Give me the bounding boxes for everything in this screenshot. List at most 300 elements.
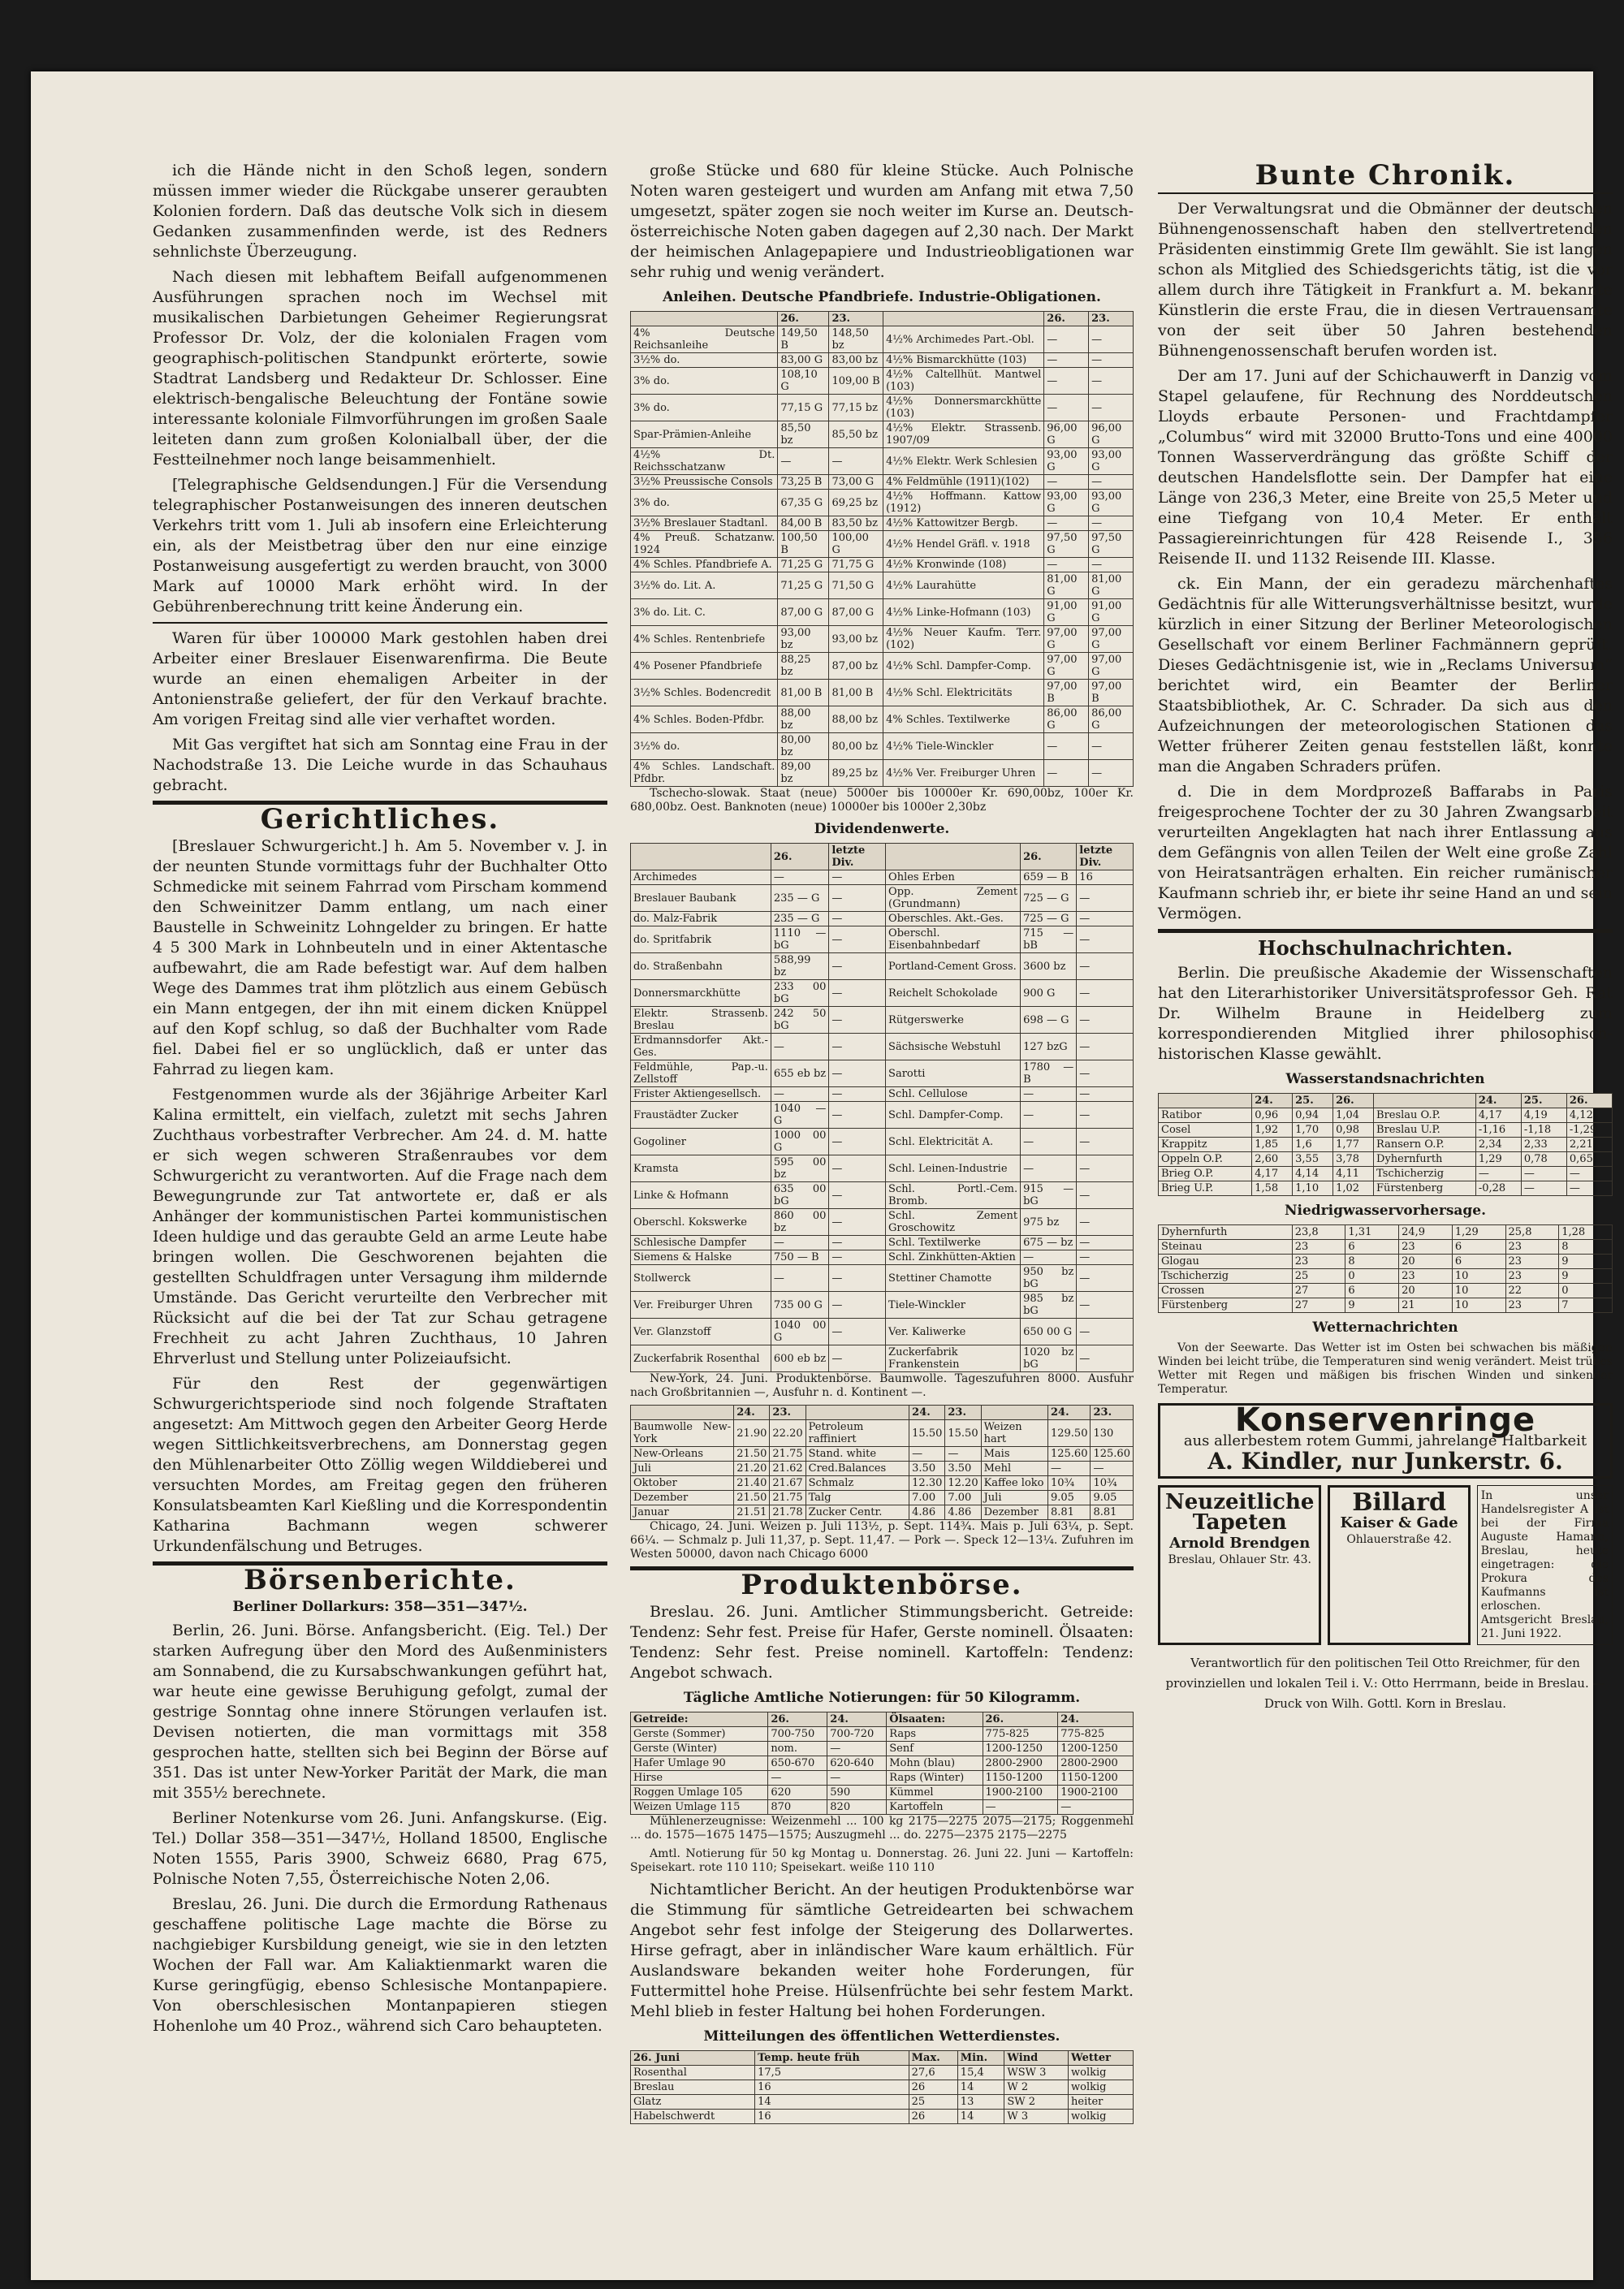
table-cell: Glogau (1159, 1255, 1293, 1269)
table-cell: — (829, 953, 886, 980)
table-cell: Schmalz (806, 1476, 909, 1491)
table-cell: 10¾ (1047, 1476, 1091, 1491)
table-cell: 3% do. (631, 368, 778, 395)
table-cell: 69,25 bz (829, 490, 883, 516)
table-cell: 8.81 (1047, 1505, 1091, 1520)
table-header-cell: 26. Juni (631, 2051, 755, 2066)
table-row (631, 475, 1134, 490)
article-gas: Mit Gas vergiftet hat sich am Sonntag eine Frau in der Nachodstraße 13. Die Leiche wurde in das Schauhaus gebracht. (153, 736, 607, 794)
table-cell: 2,34 (1475, 1138, 1521, 1152)
table-row (631, 1447, 1134, 1462)
table-cell: — (829, 1060, 886, 1087)
table-cell: 125.60 (1047, 1447, 1091, 1462)
table-cell: W 3 (1004, 2110, 1069, 2124)
table-header-cell: 25. (1521, 1094, 1566, 1108)
table-cell: 125.60 (1091, 1447, 1134, 1462)
table-cell: 900 G (1021, 980, 1077, 1007)
article-columbus-ship: Der am 17. Juni auf der Schichauwerft in Danzig vom Stapel gelaufene, für Rechnung des Norddeutschen Lloyds erbaute Personen- und Frachtdampfer „Columbus“ wird mit 32000 Brutto-Tons und eine 40000 Tonnen Wasserverdrängung das größte Schiff der deutschen Handelsflotte sein. Der Dampfer hat eine Länge von 236,3 Meter, eine Breite von 25,5 Meter und eine Tiefgang von 10,4 Meter. Er enthält Passagiereinrichtungen für 428 Reisende I., 356 Reisende II. und 1132 Reisende III. Klasse. (1158, 367, 1613, 568)
table-cell: — (1089, 760, 1134, 787)
table-cell: Portland-Cement Gross. (886, 953, 1021, 980)
table-row (631, 1345, 1134, 1372)
table-cell: 88,25 bz (778, 653, 829, 680)
table-row (631, 2066, 1134, 2080)
table-cell: — (771, 1265, 829, 1292)
table-cell: do. Straßenbahn (631, 953, 771, 980)
table-cell: heiter (1069, 2095, 1134, 2110)
table-cell: 235 — G (771, 885, 829, 912)
table-cell: Zuckerfabrik Frankenstein (886, 1345, 1021, 1372)
table-cell: Tiele-Winckler (886, 1292, 1021, 1319)
table-cell: — (829, 1007, 886, 1034)
table-cell: 4½% Bismarckhütte (103) (883, 353, 1044, 368)
table-cell: 9.05 (1091, 1491, 1134, 1505)
table-cell: 27 (1292, 1284, 1345, 1298)
table-cell: — (1021, 1250, 1077, 1265)
table-cell: Juli (981, 1491, 1047, 1505)
table-cell: 22.20 (770, 1420, 806, 1447)
table-row (631, 516, 1134, 531)
table-cell: 27 (1292, 1298, 1345, 1313)
table-cell: — (1521, 1181, 1566, 1196)
table-cell: Dyhernfurth (1159, 1225, 1293, 1240)
table-cell: 4% Schles. Rentenbriefe (631, 626, 778, 653)
table-cell: — (1077, 953, 1134, 980)
table-cell: 4½% Kronwinde (108) (883, 558, 1044, 572)
table-cell: Dezember (631, 1491, 734, 1505)
low-water-table (1158, 1224, 1613, 1313)
table-cell: do. Spritfabrik (631, 926, 771, 953)
table-cell: 3½% Breslauer Stadtanl. (631, 516, 778, 531)
table-cell: 88,00 bz (778, 706, 829, 733)
table-cell: — (1089, 368, 1134, 395)
table-row (631, 926, 1134, 953)
table-row (631, 1087, 1134, 1102)
table-cell: 25,8 (1505, 1225, 1559, 1240)
table-cell: — (829, 926, 886, 953)
table-cell: 950 bz bG (1021, 1265, 1077, 1292)
table-cell: 93,00 G (1089, 448, 1134, 475)
table-cell: 15.50 (945, 1420, 981, 1447)
table-cell: 21 (1399, 1298, 1453, 1313)
table-cell: 750 — B (771, 1250, 829, 1265)
column-right (1158, 161, 1613, 1714)
table-cell: 149,50 B (778, 326, 829, 353)
table-cell: — (1044, 733, 1089, 760)
table-header-cell: 23. (829, 312, 883, 326)
table-row (1159, 1255, 1613, 1269)
table-cell: 108,10 G (778, 368, 829, 395)
table-cell: 93,00 bz (829, 626, 883, 653)
table-cell: 1,02 (1333, 1181, 1374, 1196)
bonds-table (630, 311, 1134, 787)
table-cell: 1,28 (1559, 1225, 1613, 1240)
table-row (631, 1007, 1134, 1034)
table-row (1159, 1284, 1613, 1298)
table-header-cell: Ölsaaten: (887, 1712, 983, 1727)
table-cell: 80,00 bz (778, 733, 829, 760)
table-cell: — (829, 1236, 886, 1250)
table-cell: 0,65 (1566, 1152, 1612, 1167)
table-cell: Tschicherzig (1374, 1167, 1476, 1181)
table-cell: 71,25 G (778, 572, 829, 599)
article-stock-breslau: Breslau, 26. Juni. Die durch die Ermordung Rathenaus geschaffene politische Lage machte die Börse zu nachgiebiger Kursbildung geneigt, wie sie in den letzten Wochen der Fall war. Am Kaliaktienmarkt waren die Kurse geringfügig, ebenso Schlesische Montanpapiere. Von oberschlesischen Montanpapieren stiegen Hohenlohe um 40 Proz., während sich Caro behaupteten. (153, 1895, 607, 2035)
table-cell: 14 (957, 2080, 1004, 2095)
table-row (631, 1462, 1134, 1476)
table-cell: 3½% do. Lit. A. (631, 572, 778, 599)
table-header-cell: 24. (1058, 1712, 1134, 1727)
table-cell: — (771, 1034, 829, 1060)
table-cell: 0,98 (1333, 1123, 1374, 1138)
table-cell: 3.50 (945, 1462, 981, 1476)
ad-wallpaper-title: Neuzeitliche Tapeten (1165, 1490, 1315, 1535)
ad-konservenringe (1158, 1403, 1613, 1479)
table-row (631, 1756, 1134, 1771)
table-cell: 588,99 bz (771, 953, 829, 980)
table-cell: 25 (909, 2095, 957, 2110)
table-cell: 4,12 (1566, 1108, 1612, 1123)
table-cell: 81,00 B (829, 680, 883, 706)
table-row (631, 1292, 1134, 1319)
table-cell: Mohn (blau) (887, 1756, 983, 1771)
table-header-cell: letzte Div. (1077, 844, 1134, 870)
table-cell: 4½% Ver. Freiburger Uhren (883, 760, 1044, 787)
table-cell: Schl. Zinkhütten-Aktien (886, 1250, 1021, 1265)
table-cell: 21.75 (770, 1491, 806, 1505)
table-header-row (631, 312, 1134, 326)
article-academy: Berlin. Die preußische Akademie der Wissenschaften hat den Literarhistoriker Universitätsprofessor Geh. Rat Dr. Wilhelm Braune in Heidelberg zum korrespondierenden Mitglied ihrer philosophisch-historischen Klasse gewählt. (1158, 964, 1613, 1063)
table-cell: — (829, 1319, 886, 1345)
table-cell: 4½% Archimedes Part.-Obl. (883, 326, 1044, 353)
table-cell: — (829, 1345, 886, 1372)
table-cell: 93,00 G (1044, 490, 1089, 516)
table-row (631, 1236, 1134, 1250)
table-cell: 595 00 bz (771, 1155, 829, 1182)
table-cell: 127 bzG (1021, 1034, 1077, 1060)
table-cell: 2800-2900 (983, 1756, 1058, 1771)
czech-notes-line: Tschecho-slowak. Staat (neue) 5000er bis 10000er Kr. 690,00bz, 100er Kr. 680,00bz. Oest. Banknoten (neue) 10000er bis 1000er 2,30bz (630, 787, 1134, 814)
table-header-cell: Min. (957, 2051, 1004, 2066)
table-cell: Raps (887, 1727, 983, 1742)
table-cell: Schl. Textilwerke (886, 1236, 1021, 1250)
table-cell: WSW 3 (1004, 2066, 1069, 2080)
table-cell: 0,78 (1521, 1152, 1566, 1167)
table-row (631, 395, 1134, 421)
table-cell: 3½% Schles. Bodencredit (631, 680, 778, 706)
table-cell: Baumwolle New-York (631, 1420, 734, 1447)
table-cell: 0,96 (1252, 1108, 1293, 1123)
table-cell: 23 (1505, 1255, 1559, 1269)
table-cell: Siemens & Halske (631, 1250, 771, 1265)
table-cell: 0 (1345, 1269, 1399, 1284)
table-cell: Frister Aktiengesellsch. (631, 1087, 771, 1102)
table-cell: 975 bz (1021, 1209, 1077, 1236)
table-cell: 71,75 G (829, 558, 883, 572)
table-cell: 20 (1399, 1255, 1453, 1269)
table-cell: 81,00 B (778, 680, 829, 706)
flour-line: Mühlenerzeugnisse: Weizenmehl ... 100 kg 2175—2275 2075—2175; Roggenmehl ... do. 1575—1675 1475—1575; Auszugmehl ... do. 2275—2375 2175—2275 (630, 1815, 1134, 1842)
article-produce-unofficial: Nichtamtlicher Bericht. An der heutigen Produktenbörse war die Stimmung für sämtliche Getreidearten bei schwachem Angebot sehr fest infolge der Steigerung des Dollarwertes. Hirse gefragt, aber in inländischer Ware kaum erhältlich. Für Auslandsware bekanden weiter hohe Forderungen, für Futtermittel hohe Preise. Hülsenfrüchte bei sehr festem Markt. Mehl blieb in fester Haltung bei hohen Forderungen. (630, 1881, 1134, 2020)
table-cell: Hafer Umlage 90 (631, 1756, 768, 1771)
article-court-2: Festgenommen wurde als der 36jährige Arbeiter Karl Kalina ermittelt, ein vielfach, zuletzt mit sechs Jahren Zuchthaus vorbestrafter Verbrecher. Am 24. d. M. hatte er sich wegen schweren Straßenraubes vor dem Schwurgericht zu verantworten. Auf die Frage nach dem Bewegungrunde zur Tat antwortete er, daß er als Anhänger der kommunistischen Partei kommunistischen Ideen huldige und das geraubte Geld an arme Leute habe bringen wollen. Die Geschworenen bejahten die gestellten Schuldfragen unter Versagung ihm mildernde Umstände. Das Gericht verurteilte den Verbrecher mit Rücksicht auf die bei der Tat zur Schau getragene Frechheit zu acht Jahren Zuchthaus, 10 Jahren Ehrverlust und Stellung unter Polizeiaufsicht. (153, 1086, 607, 1367)
table-cell: 23 (1505, 1240, 1559, 1255)
table-row (631, 490, 1134, 516)
table-cell: — (1077, 1319, 1134, 1345)
table-cell: Stollwerck (631, 1265, 771, 1292)
table-cell: 21.62 (770, 1462, 806, 1476)
table-cell: 87,00 G (778, 599, 829, 626)
table-cell: — (1077, 912, 1134, 926)
table-header-cell: 26. (1566, 1094, 1612, 1108)
table-cell: — (829, 912, 886, 926)
table-cell: 3,78 (1333, 1152, 1374, 1167)
table-header-cell: 26. (1044, 312, 1089, 326)
table-cell: 0,94 (1293, 1108, 1333, 1123)
table-cell: 4½% Elektr. Strassenb. 1907/09 (883, 421, 1044, 448)
table-cell: 1,77 (1333, 1138, 1374, 1152)
table-header-row (631, 2051, 1134, 2066)
table-cell: Schl. Dampfer-Comp. (886, 1102, 1021, 1129)
table-cell: Sarotti (886, 1060, 1021, 1087)
table-cell: 725 — G (1021, 885, 1077, 912)
table-row (631, 1771, 1134, 1786)
table-cell: 4,14 (1293, 1167, 1333, 1181)
newyork-title: New-York, 24. Juni. Produktenbörse. Baumwolle. Tageszufuhren 8000. Ausfuhr nach Großbritannien —, Ausfuhr n. d. Kontinent —. (630, 1372, 1134, 1399)
table-row (631, 1800, 1134, 1815)
weather-service-table (630, 2050, 1134, 2124)
dividends-table-title: Dividendenwerte. (814, 821, 950, 837)
table-header-cell (631, 844, 771, 870)
column-middle (630, 161, 1134, 2124)
table-row (631, 1129, 1134, 1155)
table-cell: 3,55 (1293, 1152, 1333, 1167)
table-cell: — (1077, 1250, 1134, 1265)
table-cell: — (1021, 1102, 1077, 1129)
table-cell: — (1077, 1102, 1134, 1129)
table-row (631, 1034, 1134, 1060)
table-cell: Archimedes (631, 870, 771, 885)
table-header-cell: Max. (909, 2051, 957, 2066)
table-cell: — (1089, 475, 1134, 490)
table-cell: 97,00 G (1044, 653, 1089, 680)
table-cell: 590 (827, 1786, 887, 1800)
table-cell: 4½% Dt. Reichsschatzanw (631, 448, 778, 475)
table-cell: — (829, 1182, 886, 1209)
table-cell: — (1077, 1060, 1134, 1087)
table-header-cell: 26. (771, 844, 829, 870)
table-cell: — (827, 1742, 887, 1756)
table-cell: 93,00 bz (778, 626, 829, 653)
table-cell: 21.40 (734, 1476, 770, 1491)
table-cell: 23 (1505, 1298, 1559, 1313)
article-theft: Waren für über 100000 Mark gestohlen haben drei Arbeiter einer Breslauer Eisenwarenfirma. Die Beute wurde an einen ehemaligen Arbeiter in der Antonienstraße geliefert, der für den Verkauf brachte. Am vorigen Freitag sind alle vier verhaftet worden. (153, 629, 607, 728)
table-row (631, 1491, 1134, 1505)
table-cell: 870 (768, 1800, 827, 1815)
table-cell: New-Orleans (631, 1447, 734, 1462)
table-cell: Cred.Balances (806, 1462, 909, 1476)
table-cell: Donnersmarckhütte (631, 980, 771, 1007)
table-cell: 698 — G (1021, 1007, 1077, 1034)
table-cell: 4½% Linke-Hofmann (103) (883, 599, 1044, 626)
table-cell: 4½% Caltellhüt. Mantwel (103) (883, 368, 1044, 395)
table-cell: 3% do. Lit. C. (631, 599, 778, 626)
dollar-rate-line: Berliner Dollarkurs: 358—351—347½. (232, 1599, 528, 1615)
table-cell: 4% Schles. Textilwerke (883, 706, 1044, 733)
table-cell: 23 (1292, 1240, 1345, 1255)
table-cell: 91,00 G (1089, 599, 1134, 626)
table-cell: 23 (1505, 1269, 1559, 1284)
table-cell: Zuckerfabrik Rosenthal (631, 1345, 771, 1372)
table-cell: do. Malz-Fabrik (631, 912, 771, 926)
table-cell: 1,04 (1333, 1108, 1374, 1123)
table-cell: Habelschwerdt (631, 2110, 755, 2124)
table-cell: 97,50 G (1089, 531, 1134, 558)
table-cell: Weizen hart (981, 1420, 1047, 1447)
table-cell: 1900-2100 (1058, 1786, 1134, 1800)
table-cell: 4½% Donnersmarckhütte (103) (883, 395, 1044, 421)
article-weather-memory: ck. Ein Mann, der ein geradezu märchenhaftes Gedächtnis für alle Witterungsverhältnisse besitzt, wurde kürzlich in einer Sitzung der Berliner Meteorologischen Gesellschaft vor einem Berliner Fachmännern geprüft. Dieses Gedächtnisgenie ist, wie in „Reclams Universum“ berichtet wird, ein Beamter der Berliner Staatsbibliothek, Ar. C. Schrader. Da sich aus den Aufzeichnungen der meteorologischen Stationen das Wetter früherer Zeiten genau feststellen läßt, konnte man die Angaben Schraders prüfen. (1158, 575, 1613, 775)
table-cell: Petroleum raffiniert (806, 1420, 909, 1447)
table-cell: 71,50 G (829, 572, 883, 599)
table-cell: 1040 00 G (771, 1319, 829, 1345)
table-cell: — (1047, 1462, 1091, 1476)
table-cell: 735 00 G (771, 1292, 829, 1319)
table-cell: 23 (1292, 1255, 1345, 1269)
ad-wallpaper-address: Breslau, Ohlauer Str. 43. (1168, 1553, 1311, 1566)
table-cell: — (771, 870, 829, 885)
table-cell: 4,17 (1475, 1108, 1521, 1123)
table-cell: 4,11 (1333, 1167, 1374, 1181)
table-cell: 15.50 (909, 1420, 945, 1447)
table-cell: — (1021, 1129, 1077, 1155)
table-header-cell: 24. (734, 1406, 770, 1420)
table-cell: 3% do. (631, 490, 778, 516)
ad-konservenringe-address: A. Kindler, nur Junkerstr. 6. (1207, 1448, 1563, 1475)
table-header-cell: Wind (1004, 2051, 1069, 2066)
table-cell: — (829, 1209, 886, 1236)
table-cell: Mais (981, 1447, 1047, 1462)
bonds-table-title: Anleihen. Deutsche Pfandbriefe. Industrie-Obligationen. (663, 289, 1101, 305)
table-cell: — (1044, 475, 1089, 490)
table-header-cell (886, 844, 1021, 870)
table-cell: 1110 — bG (771, 926, 829, 953)
table-cell: 81,00 G (1089, 572, 1134, 599)
table-cell: Breslau O.P. (1374, 1108, 1476, 1123)
table-cell: 7.00 (945, 1491, 981, 1505)
table-cell: — (1077, 885, 1134, 912)
table-row (631, 1182, 1134, 1209)
table-cell: 620-640 (827, 1756, 887, 1771)
table-row (631, 706, 1134, 733)
section-title-chronicle: Bunte Chronik. (1255, 159, 1516, 192)
table-cell: 21.90 (734, 1420, 770, 1447)
column-left (153, 161, 607, 2041)
table-cell: 77,15 G (778, 395, 829, 421)
table-cell: 10 (1452, 1269, 1505, 1284)
table-cell: 3½% do. (631, 733, 778, 760)
table-cell: 7 (1559, 1298, 1613, 1313)
article-colonial-end: ich die Hände nicht in den Schoß legen, sondern müssen immer wieder die Rückgabe unserer geraubten Kolonien fordern. Daß das deutsche Volk sich in diesem Gedanken zusammenfinden werde, ist des Redners sehnlichste Überzeugung. (153, 162, 607, 261)
table-cell: Crossen (1159, 1284, 1293, 1298)
table-cell: Glatz (631, 2095, 755, 2110)
ad-billard-address: Ohlauerstraße 42. (1346, 1533, 1452, 1546)
table-cell: 3% do. (631, 395, 778, 421)
table-cell: Schl. Leinen-Industrie (886, 1155, 1021, 1182)
table-cell: 100,50 B (778, 531, 829, 558)
table-cell: — (829, 1129, 886, 1155)
table-cell: 4% Posener Pfandbriefe (631, 653, 778, 680)
table-cell: Dyhernfurth (1374, 1152, 1476, 1167)
table-cell: 97,50 G (1044, 531, 1089, 558)
table-cell: 86,00 G (1089, 706, 1134, 733)
ad-billard-name: Kaiser & Gade (1340, 1514, 1458, 1531)
table-cell: Ransern O.P. (1374, 1138, 1476, 1152)
table-cell: 1150-1200 (983, 1771, 1058, 1786)
table-cell: 6 (1345, 1284, 1399, 1298)
table-cell: Fraustädter Zucker (631, 1102, 771, 1129)
table-cell: — (1089, 733, 1134, 760)
table-cell: 129.50 (1047, 1420, 1091, 1447)
table-cell: 8 (1345, 1255, 1399, 1269)
table-cell: 109,00 B (829, 368, 883, 395)
table-cell: 81,00 G (1044, 572, 1089, 599)
table-cell: W 2 (1004, 2080, 1069, 2095)
table-cell: 650-670 (768, 1756, 827, 1771)
ad-konservenringe-desc: aus allerbestem rotem Gummi, jahrelange Haltbarkeit (1183, 1432, 1587, 1449)
table-cell: 985 bz bG (1021, 1292, 1077, 1319)
table-cell: 87,00 bz (829, 653, 883, 680)
table-cell: — (983, 1800, 1058, 1815)
table-cell: Schl. Portl.-Cem. Bromb. (886, 1182, 1021, 1209)
table-header-cell: 24. (1475, 1094, 1521, 1108)
table-cell: — (1091, 1462, 1134, 1476)
table-cell: 1900-2100 (983, 1786, 1058, 1800)
table-cell: Tschicherzig (1159, 1269, 1293, 1284)
table-cell: 24,9 (1399, 1225, 1453, 1240)
table-cell: Feldmühle, Pap.-u. Zellstoff (631, 1060, 771, 1087)
table-cell: 6 (1452, 1255, 1505, 1269)
table-cell: — (1044, 368, 1089, 395)
potato-line: Amtl. Notierung für 50 kg Montag u. Donnerstag. 26. Juni 22. Juni — Kartoffeln: Speisekart. rote 110 110; Speisekart. weiße 110 110 (630, 1847, 1134, 1874)
table-cell: — (829, 1155, 886, 1182)
table-cell: — (1077, 926, 1134, 953)
table-row (631, 1420, 1134, 1447)
table-cell: — (1089, 353, 1134, 368)
table-cell: 21.51 (734, 1505, 770, 1520)
table-cell: 96,00 G (1089, 421, 1134, 448)
table-cell: -0,28 (1475, 1181, 1521, 1196)
table-row (631, 733, 1134, 760)
table-cell: Erdmannsdorfer Akt.-Ges. (631, 1034, 771, 1060)
table-row (631, 1250, 1134, 1265)
low-water-title: Niedrigwasservorhersage. (1284, 1203, 1487, 1219)
table-cell: -1,16 (1475, 1123, 1521, 1138)
table-cell: 2,33 (1521, 1138, 1566, 1152)
table-cell: 97,00 B (1044, 680, 1089, 706)
table-cell: 83,00 G (778, 353, 829, 368)
table-cell: Rütgerswerke (886, 1007, 1021, 1034)
table-header-cell (631, 1406, 734, 1420)
table-row (631, 885, 1134, 912)
table-cell: 233 00 bG (771, 980, 829, 1007)
table-cell: 97,00 G (1089, 653, 1134, 680)
table-cell: — (1021, 1155, 1077, 1182)
table-row (1159, 1167, 1613, 1181)
article-produce-official: Breslau. 26. Juni. Amtlicher Stimmungsbericht. Getreide: Tendenz: Sehr fest. Preise für Hafer, Gerste nominell. Ölsaaten: Tendenz: Sehr fest. Preise nominell. Kartoffeln: Tendenz: Angebot schwach. (630, 1603, 1134, 1682)
table-cell: Brieg U.P. (1159, 1181, 1252, 1196)
table-cell: 21.20 (734, 1462, 770, 1476)
table-cell: 860 00 bz (771, 1209, 829, 1236)
table-cell: 775-825 (1058, 1727, 1134, 1742)
